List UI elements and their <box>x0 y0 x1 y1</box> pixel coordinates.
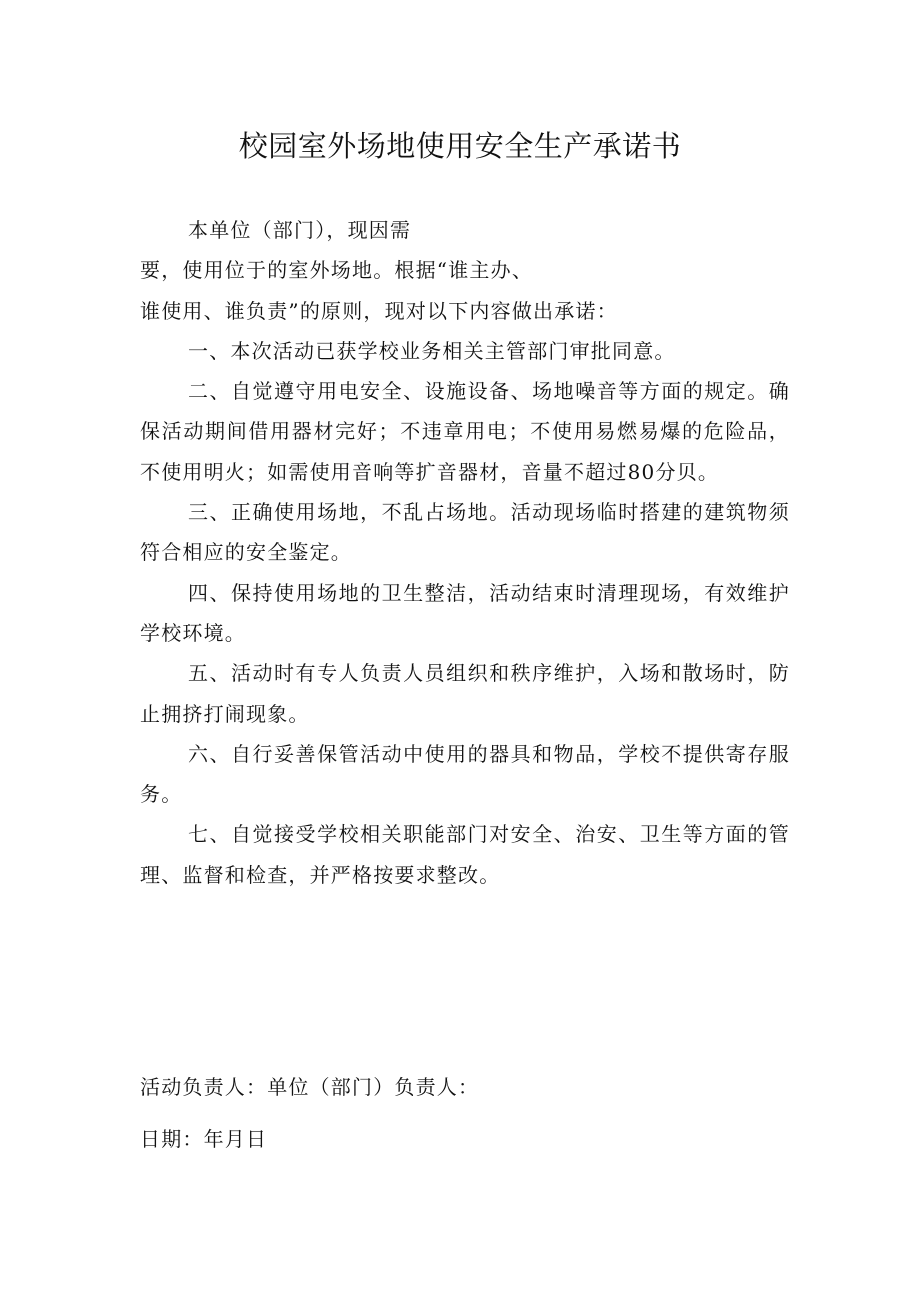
pledge-item-7: 七、自觉接受学校相关职能部门对安全、治安、卫生等方面的管理、监督和检查，并严格按要求整改。 <box>140 822 790 887</box>
pledge-item-6: 六、自行妥善保管活动中使用的器具和物品，学校不提供寄存服务。 <box>140 741 790 807</box>
signature-line: 活动负责人：单位（部门）负责人： <box>140 1075 480 1099</box>
pledge-item-5: 五、活动时有专人负责人员组织和秩序维护，入场和散场时，防止拥挤打闹现象。 <box>140 661 790 726</box>
intro-line-3: 谁使用、谁负责”的原则，现对以下内容做出承诺： <box>140 298 618 323</box>
pledge-item-2: 二、自觉遵守用电安全、设施设备、场地噪音等方面的规定。确保活动期间借用器材完好；不违章用电；不使用易燃易爆的危险品，不使用明火；如需使用音响等扩音器材，音量不超过80分贝。 <box>140 379 790 484</box>
date-line: 日期：年月日 <box>140 1127 268 1151</box>
pledge-item-1: 一、本次活动已获学校业务相关主管部门审批同意。 <box>188 338 676 363</box>
pledge-item-3: 三、正确使用场地，不乱占场地。活动现场临时搭建的建筑物须符合相应的安全鉴定。 <box>140 500 790 565</box>
document-title: 校园室外场地使用安全生产承诺书 <box>238 129 682 163</box>
document-body <box>140 210 790 895</box>
intro-line-2: 要，使用位于的室外场地。根据“谁主办、 <box>140 258 534 283</box>
pledge-item-4: 四、保持使用场地的卫生整洁，活动结束时清理现场，有效维护学校环境。 <box>140 580 790 645</box>
intro-line-1: 本单位（部门），现因需 <box>188 218 412 242</box>
